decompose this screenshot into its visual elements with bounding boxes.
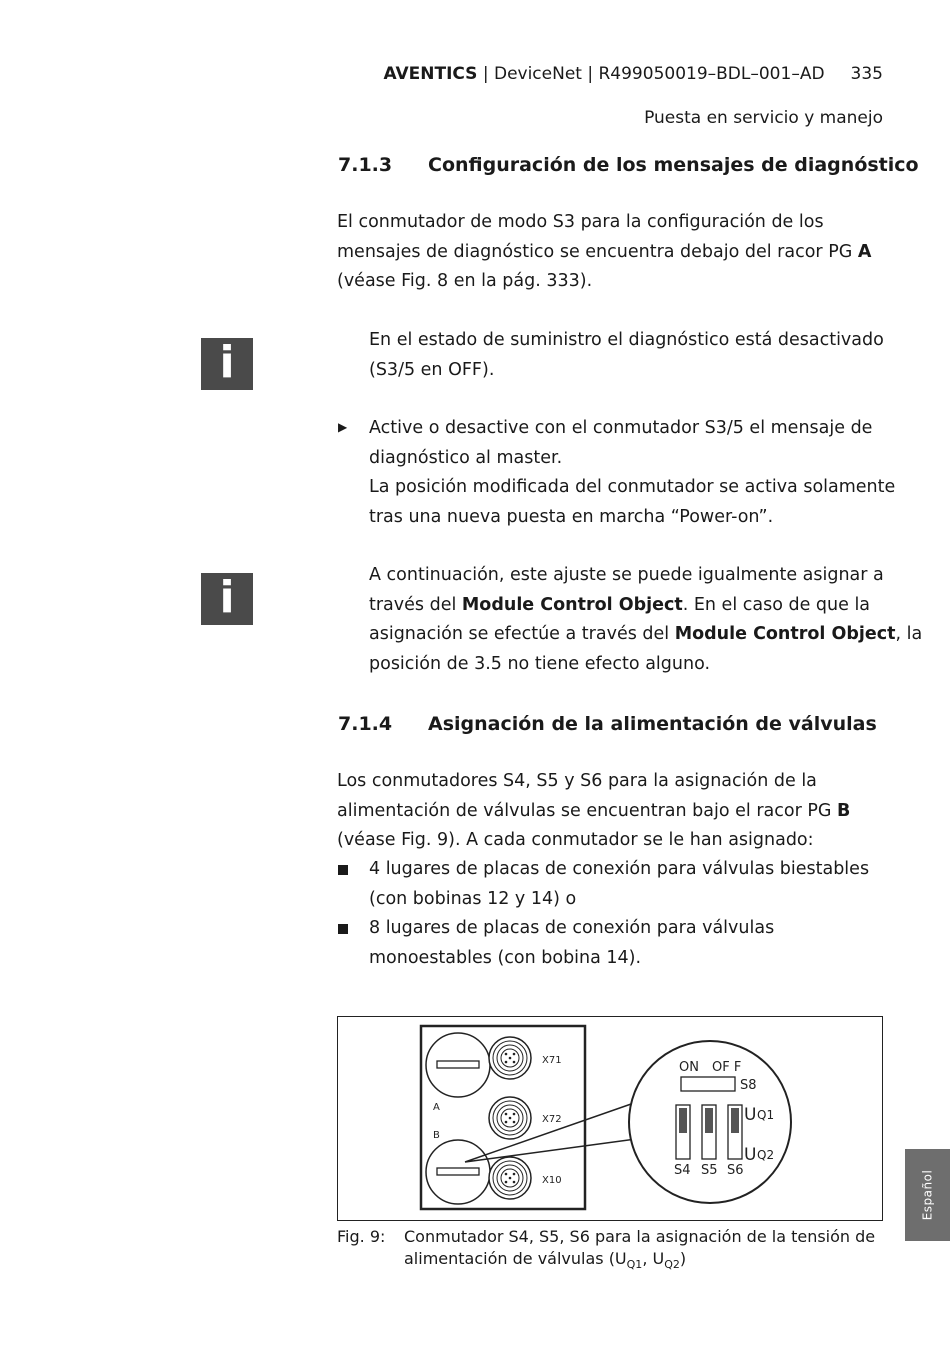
text-line <box>404 1248 875 1276</box>
fitting-slot <box>437 1061 479 1068</box>
text-span: , la <box>895 624 923 644</box>
text-line: El conmutador de modo S3 para la configuración de los <box>337 212 824 232</box>
text-span: asignación se efectúe a través del <box>369 624 675 644</box>
label-a: A <box>433 1102 440 1113</box>
text-bold: Module Control Object <box>674 624 896 644</box>
paragraph-713-intro <box>337 208 871 297</box>
doc-id: | DeviceNet | R499050019–BDL–001–AD <box>477 64 825 84</box>
label-on: ON <box>679 1060 699 1075</box>
text-line <box>337 238 871 268</box>
language-tab <box>905 1149 950 1241</box>
list-item <box>369 914 774 973</box>
text-span: mensajes de diagnóstico se encuentra debajo del racor PG <box>337 241 858 262</box>
info-glyph: i <box>219 572 235 623</box>
switch-s4 <box>676 1105 690 1159</box>
label-s5: S5 <box>701 1163 718 1178</box>
info-note-1 <box>369 326 884 385</box>
label-uq2-sub: Q2 <box>757 1148 775 1162</box>
text-line: Los conmutadores S4, S5 y S6 para la asignación de la <box>337 771 817 791</box>
text-span: ) <box>679 1249 687 1268</box>
text-line: 8 lugares de placas de conexión para válvulas <box>369 918 775 938</box>
text-line: diagnóstico al master. <box>369 447 563 468</box>
text-line: (S3/5 en OFF). <box>369 359 495 380</box>
section-number: 7.1.3 <box>338 154 393 176</box>
switch-diagram <box>338 1017 882 1220</box>
text-line: La posición modificada del conmutador se activa solamente <box>369 477 896 497</box>
text-line: Active o desactive con el conmutador S3/5 el mensaje de <box>369 418 873 438</box>
text-bold: A <box>857 241 872 262</box>
label-uq1-u: U <box>744 1105 757 1125</box>
text-bold: Module Control Object <box>461 594 683 615</box>
running-header <box>383 64 883 84</box>
text-span: . En el caso de que la <box>682 594 871 615</box>
label-uq1-sub: Q1 <box>757 1108 775 1122</box>
text-span: , U <box>642 1249 665 1268</box>
figure-caption <box>404 1226 875 1276</box>
text-line <box>369 591 922 621</box>
label-x71: X71 <box>542 1055 562 1066</box>
text-span: alimentación de válvulas se encuentran bajo el racor PG <box>337 800 838 821</box>
paragraph-714-intro <box>337 767 850 856</box>
text-line: posición de 3.5 no tiene efecto alguno. <box>369 653 711 674</box>
section-heading-713 <box>338 154 919 176</box>
label-uq2-u: U <box>744 1145 757 1165</box>
text-bold: B <box>837 800 851 821</box>
label-x72: X72 <box>542 1114 562 1125</box>
label-off: OF F <box>712 1060 742 1075</box>
page-number: 335 <box>850 64 883 84</box>
switch-s8 <box>681 1077 735 1091</box>
chapter-title: Puesta en servicio y manejo <box>644 108 883 128</box>
switch-s5 <box>702 1105 716 1159</box>
fitting-slot <box>437 1168 479 1175</box>
list-item <box>369 855 869 914</box>
connector-x72 <box>489 1097 531 1139</box>
info-icon <box>201 573 253 625</box>
instruction-step <box>369 414 895 532</box>
info-glyph: i <box>219 337 235 388</box>
label-s4: S4 <box>674 1163 691 1178</box>
info-note-2 <box>369 561 922 679</box>
text-line: En el estado de suministro el diagnóstico está desactivado <box>369 330 884 350</box>
label-s8: S8 <box>740 1078 757 1093</box>
label-b: B <box>433 1130 440 1141</box>
square-bullet-icon <box>338 924 348 934</box>
text-line: A continuación, este ajuste se puede igualmente asignar a <box>369 565 884 585</box>
text-line: Conmutador S4, S5, S6 para la asignación de la tensión de <box>404 1227 876 1246</box>
text-span: alimentación de válvulas (U <box>404 1249 627 1268</box>
section-number: 7.1.4 <box>338 713 393 735</box>
text-line: monoestables (con bobina 14). <box>369 947 642 968</box>
info-icon <box>201 338 253 390</box>
brand-name: AVENTICS <box>383 64 478 84</box>
label-s6: S6 <box>727 1163 744 1178</box>
subscript: Q1 <box>626 1258 643 1272</box>
text-span: través del <box>369 594 462 615</box>
text-line: 4 lugares de placas de conexión para válvulas biestables <box>369 859 870 879</box>
section-heading-714 <box>338 713 877 735</box>
connector-x71 <box>489 1037 531 1079</box>
label-x10: X10 <box>542 1175 562 1186</box>
text-line: (con bobinas 12 y 14) o <box>369 888 577 909</box>
text-line: (véase Fig. 9). A cada conmutador se le han asignado: <box>337 830 814 850</box>
text-line: tras una nueva puesta en marcha “Power-on”. <box>369 506 774 527</box>
figure-9-frame <box>337 1016 883 1221</box>
subscript: Q2 <box>664 1258 680 1272</box>
figure-caption-label: Fig. 9: <box>337 1227 386 1246</box>
text-line <box>337 797 850 827</box>
connector-x10 <box>489 1157 531 1199</box>
square-bullet-icon <box>338 865 348 875</box>
section-title: Asignación de la alimentación de válvulas <box>428 713 877 735</box>
language-label: Español <box>920 1169 935 1221</box>
section-title: Configuración de los mensajes de diagnóstico <box>428 154 919 176</box>
switch-s6 <box>728 1105 742 1159</box>
text-line <box>369 620 922 650</box>
triangle-bullet-icon: ▶ <box>338 420 348 434</box>
text-line: (véase Fig. 8 en la pág. 333). <box>337 271 593 291</box>
